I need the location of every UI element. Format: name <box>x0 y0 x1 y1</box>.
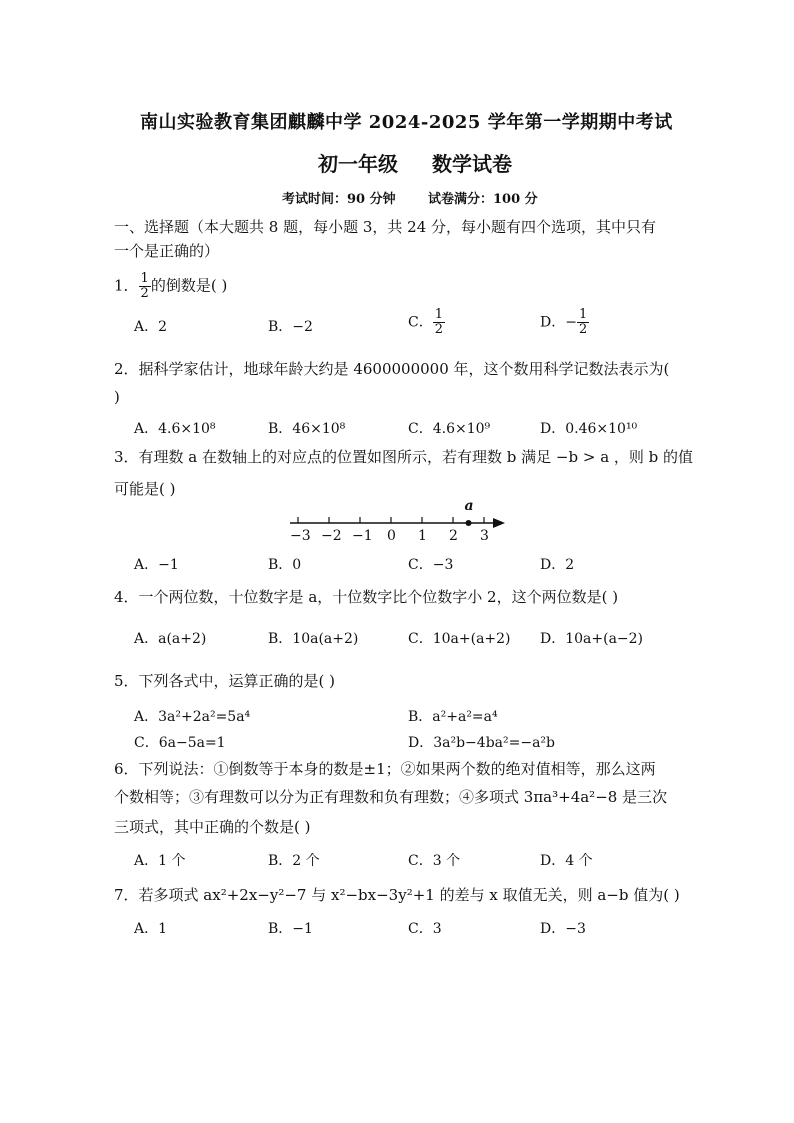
question-3-line1: 3．有理数 a 在数轴上的对应点的位置如图所示，若有理数 b 满足 −b > a ，则 b 的值 <box>114 448 694 466</box>
q3-option-b[interactable]: B．0 <box>268 557 302 573</box>
question-1-text: 的倒数是( ) <box>150 276 228 295</box>
number-line-tick-label: −1 <box>352 528 373 544</box>
fraction-numerator: 1 <box>434 307 443 322</box>
question-3-line2: 可能是( ) <box>114 480 176 498</box>
question-1 <box>114 272 227 301</box>
number-line-tick-label: 1 <box>418 528 427 544</box>
q3-option-a[interactable]: A．−1 <box>134 557 179 573</box>
q6-option-a[interactable]: A．1 个 <box>134 853 186 869</box>
q3-option-d[interactable]: D．2 <box>540 557 575 573</box>
q6-option-b[interactable]: B．2 个 <box>268 853 320 869</box>
q1-option-d-fraction <box>577 308 589 337</box>
grade-label: 初一年级 <box>318 152 398 176</box>
q1-option-c-fraction <box>433 308 445 337</box>
section-heading-line2: 一个是正确的） <box>114 242 220 260</box>
q3-option-c[interactable]: C．−3 <box>408 557 454 573</box>
q4-option-c[interactable]: C．10a+(a+2) <box>408 631 511 647</box>
exam-time: 考试时间：90 分钟 <box>282 192 396 207</box>
question-2-line1: 2．据科学家估计，地球年龄大约是 4600000000 年，这个数用科学记数法表示为( <box>114 360 670 378</box>
number-line-tick-label: −3 <box>290 528 311 544</box>
arrow-right-icon <box>493 518 505 528</box>
question-6-line2: 个数相等；③有理数可以分为正有理数和负有理数；④多项式 3πa³+4a²−8 是三次 <box>114 788 668 806</box>
q1-option-a[interactable]: A．2 <box>134 319 168 335</box>
q5-option-a[interactable]: A．3a²+2a²=5a⁴ <box>134 709 251 725</box>
question-5-line1: 5．下列各式中，运算正确的是( ) <box>114 672 336 690</box>
section-heading-line1: 一、选择题（本大题共 8 题，每小题 3，共 24 分，每小题有四个选项，其中只有 <box>114 218 657 236</box>
q2-option-d[interactable]: D．0.46×10¹⁰ <box>540 421 638 437</box>
q1-option-c-label: C． <box>408 314 433 331</box>
q2-option-a[interactable]: A．4.6×10⁸ <box>134 421 216 437</box>
fraction-denominator: 2 <box>140 286 149 301</box>
q4-option-b[interactable]: B．10a(a+2) <box>268 631 359 647</box>
q7-option-c[interactable]: C．3 <box>408 921 442 937</box>
fraction-denominator: 2 <box>578 322 588 337</box>
q1-option-b[interactable]: B．−2 <box>268 319 313 335</box>
question-1-fraction <box>139 272 151 301</box>
q5-option-c[interactable]: C．6a−5a=1 <box>134 735 226 751</box>
q2-option-c[interactable]: C．4.6×10⁹ <box>408 421 491 437</box>
q1-option-c[interactable] <box>408 308 445 337</box>
q5-option-d[interactable]: D．3a²b−4ba²=−a²b <box>408 735 555 751</box>
question-6-line1: 6．下列说法：①倒数等于本身的数是±1；②如果两个数的绝对值相等，那么这两 <box>114 760 656 778</box>
number-line-tick-label: 2 <box>449 528 458 544</box>
q6-option-c[interactable]: C．3 个 <box>408 853 461 869</box>
fraction-numerator: 1 <box>140 271 149 286</box>
q4-option-d[interactable]: D．10a+(a−2) <box>540 631 644 647</box>
q4-option-a[interactable]: A．a(a+2) <box>134 631 207 647</box>
q7-option-b[interactable]: B．−1 <box>268 921 313 937</box>
q2-option-b[interactable]: B．46×10⁸ <box>268 421 346 437</box>
fraction-numerator: 1 <box>578 307 588 322</box>
point-a-marker <box>466 520 472 526</box>
question-2-line2: ) <box>114 388 120 406</box>
question-4-line1: 4．一个两位数，十位数字是 a，十位数字比个位数字小 2，这个两位数是( ) <box>114 588 619 606</box>
q6-option-d[interactable]: D．4 个 <box>540 853 593 869</box>
exam-score: 试卷满分：100 分 <box>428 192 538 207</box>
question-1-number: 1． <box>114 276 139 295</box>
point-a-label: a <box>464 498 474 514</box>
q7-option-a[interactable]: A．1 <box>134 921 168 937</box>
question-7-line1: 7．若多项式 ax²+2x−y²−7 与 x²−bx−3y²+1 的差与 x 取值无关，则 a−b 值为( ) <box>114 886 680 904</box>
number-line-tick-label: 3 <box>480 528 489 544</box>
number-line-tick-label: −2 <box>321 528 342 544</box>
fraction-denominator: 2 <box>434 322 443 337</box>
number-line-tick-label: 0 <box>387 528 396 544</box>
q1-option-d-label: D．− <box>540 314 577 331</box>
exam-title: 南山实验教育集团麒麟中学 2024-2025 学年第一学期期中考试 <box>140 112 673 133</box>
q5-option-b[interactable]: B．a²+a²=a⁴ <box>408 709 498 725</box>
q7-option-d[interactable]: D．−3 <box>540 921 586 937</box>
question-6-line3: 三项式，其中正确的个数是( ) <box>114 818 311 836</box>
subject-label: 数学试卷 <box>432 152 512 176</box>
q1-option-d[interactable] <box>540 308 589 337</box>
